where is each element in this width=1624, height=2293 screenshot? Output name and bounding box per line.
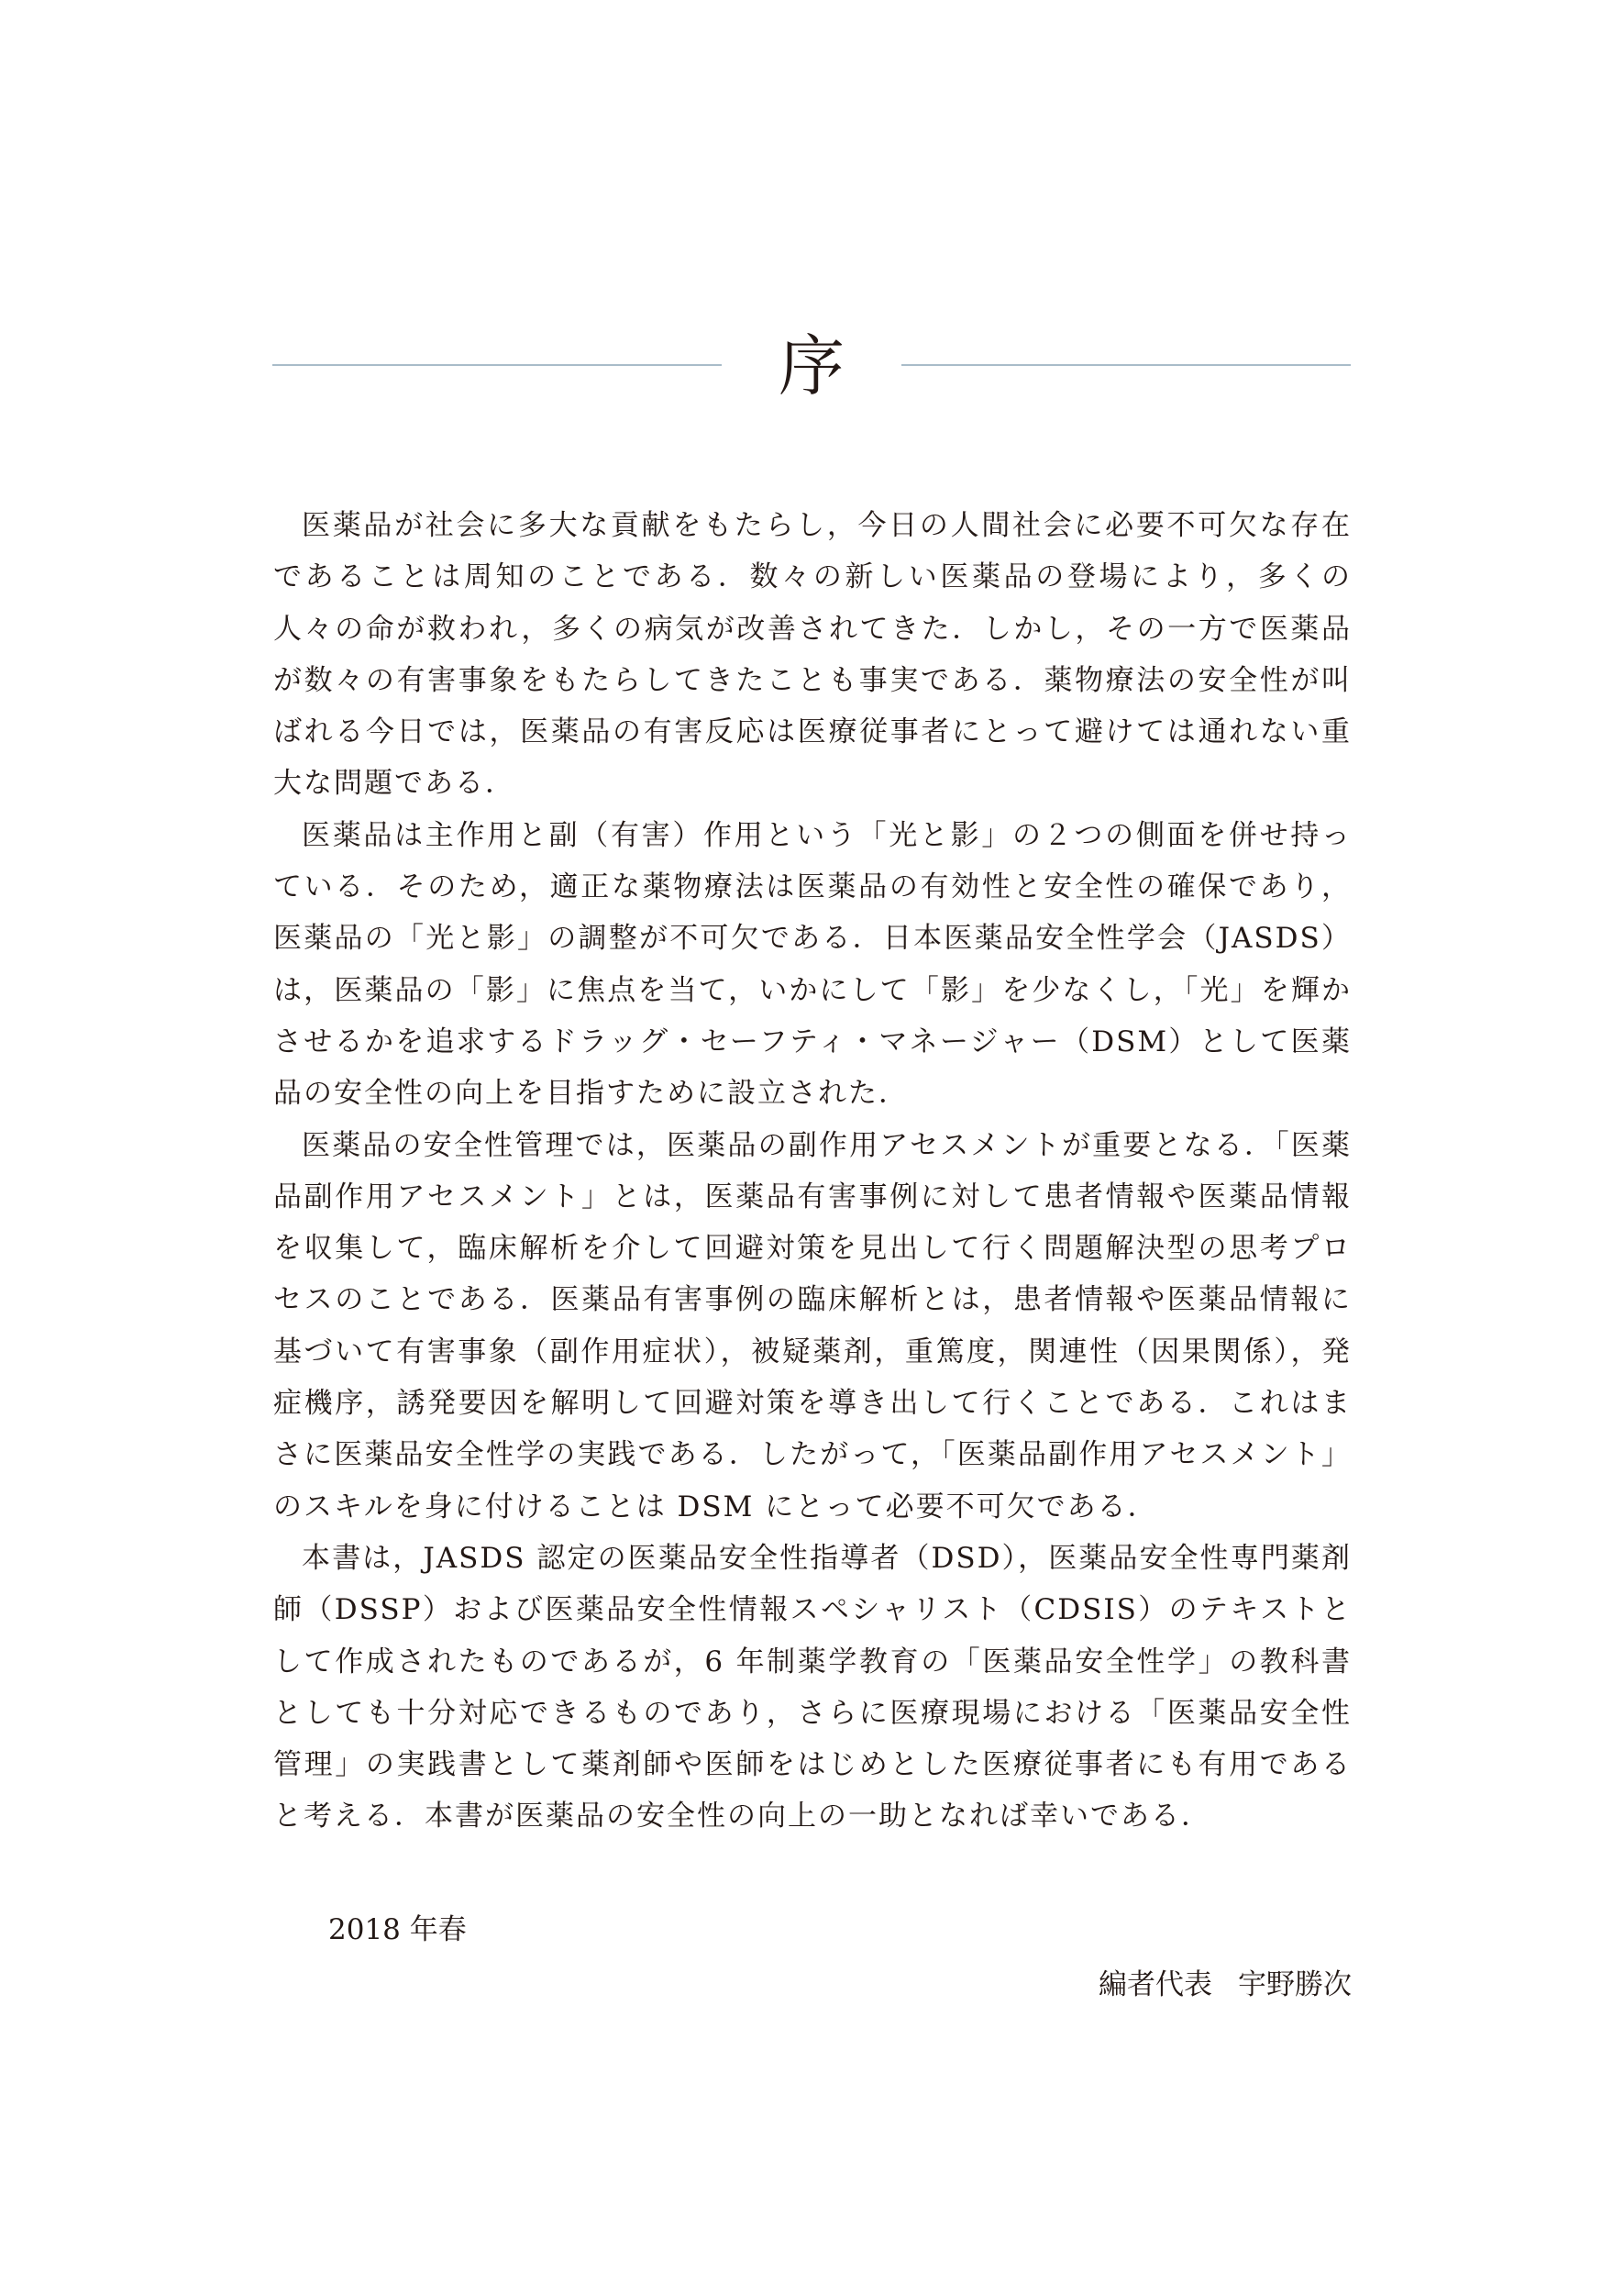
date: 2018 年春: [328, 1913, 467, 1946]
title-rule-right: [901, 364, 1351, 366]
paragraph: 医薬品の安全性管理では，医薬品の副作用アセスメントが重要となる．「医薬品副作用アセスメント」とは，医薬品有害事例に対して患者情報や医薬品情報を収集して，臨床解析を介して回避対策を見出して行く問題解決型の思考プロセスのことである．医薬品有害事例の臨床解析とは，患者情報や医薬品情報に基づいて有害事象（副作用症状），被疑薬剤，重篤度，関連性（因果関係），発症機序，誘発要因を解明して回避対策を導き出して行くことである．これはまさに医薬品安全性学の実践である．したがって，「医薬品副作用アセスメント」のスキルを身に付けることは DSM にとって必要不可欠である．: [273, 1128, 1352, 1523]
signature-role: 編者代表: [1099, 1968, 1212, 2001]
signature-name: 宇野勝次: [1238, 1968, 1352, 2001]
page-title: 序: [778, 327, 845, 404]
paragraph: 医薬品は主作用と副（有害）作用という「光と影」の２つの側面を併せ持っている．そのため，適正な薬物療法は医薬品の有効性と安全性の確保であり，医薬品の「光と影」の調整が不可欠である．日本医薬品安全性学会（JASDS）は，医薬品の「影」に焦点を当て，いかにして「影」を少なくし，「光」を輝かさせるかを追求するドラッグ・セーフティ・マネージャー（DSM）として医薬品の安全性の向上を目指すために設立された．: [273, 818, 1352, 1111]
signature: [1099, 1959, 1352, 2011]
title-block: [272, 316, 1351, 417]
preface-body: [273, 500, 1352, 1843]
paragraph: 医薬品が社会に多大な貢献をもたらし，今日の人間社会に必要不可欠な存在であることは周知のことである．数々の新しい医薬品の登場により，多くの人々の命が救われ，多くの病気が改善されてきた．しかし，その一方で医薬品が数々の有害事象をもたらしてきたことも事実である．薬物療法の安全性が叫ばれる今日では，医薬品の有害反応は医療従事者にとって避けては通れない重大な問題である．: [273, 509, 1352, 801]
paragraph: 本書は，JASDS 認定の医薬品安全性指導者（DSD），医薬品安全性専門薬剤師（DSSP）および医薬品安全性情報スペシャリスト（CDSIS）のテキストとして作成されたものであるが，6 年制薬学教育の「医薬品安全性学」の教科書としても十分対応できるものであり，さらに医療現場における「医薬品安全性管理」の実践書として薬剤師や医師をはじめとした医療従事者にも有用であると考える．本書が医薬品の安全性の向上の一助となれば幸いである．: [273, 1541, 1352, 1833]
